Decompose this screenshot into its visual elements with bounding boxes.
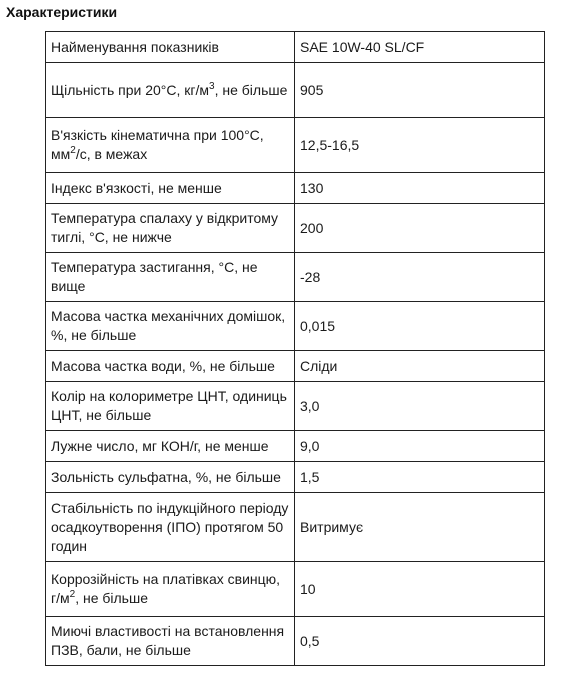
table-header-row — [46, 32, 545, 63]
param-name-suffix: , не більше — [75, 590, 148, 606]
superscript: 2 — [70, 145, 76, 156]
table-row — [46, 431, 545, 462]
specifications-table — [45, 31, 545, 666]
param-value-cell: 10 — [295, 562, 545, 617]
table-row — [46, 462, 545, 493]
param-value-cell: -28 — [295, 253, 545, 302]
table-row — [46, 382, 545, 431]
table-row — [46, 118, 545, 173]
table-row — [46, 253, 545, 302]
param-value-cell: Сліди — [295, 351, 545, 382]
param-value-cell: 12,5-16,5 — [295, 118, 545, 173]
table-row — [46, 617, 545, 666]
param-name-cell: Миючі властивості на встановлення ПЗВ, бали, не більше — [46, 617, 295, 666]
header-value-cell: SAE 10W-40 SL/CF — [295, 32, 545, 63]
param-name-suffix: , не більше — [214, 81, 288, 98]
param-value-cell: 3,0 — [295, 382, 545, 431]
param-name-cell: Зольність сульфатна, %, не більше — [46, 462, 295, 493]
param-name-suffix: /с, в межах — [75, 146, 148, 162]
param-name-text: В'язкість кінематична при 100°С, мм — [51, 127, 264, 162]
table-row — [46, 63, 545, 118]
param-value-cell: 905 — [295, 63, 545, 118]
param-name-cell: Колір на колориметре ЦНТ, одиниць ЦНТ, не більше — [46, 382, 295, 431]
table-row — [46, 493, 545, 562]
param-value-cell: Витримує — [295, 493, 545, 562]
param-name-cell — [46, 63, 295, 118]
param-name-cell: Лужне число, мг КОН/г, не менше — [46, 431, 295, 462]
param-value-cell: 0,015 — [295, 302, 545, 351]
section-heading: Характеристики — [6, 4, 118, 20]
param-name-cell: Масова частка води, %, не більше — [46, 351, 295, 382]
param-value-cell: 0,5 — [295, 617, 545, 666]
superscript: 2 — [69, 589, 76, 600]
param-name-cell — [46, 118, 295, 173]
param-value-cell: 9,0 — [295, 431, 545, 462]
table-row — [46, 562, 545, 617]
header-name-cell: Найменування показників — [46, 32, 295, 63]
param-name-cell: Індекс в'язкості, не менше — [46, 173, 295, 204]
table-row — [46, 204, 545, 253]
param-name-cell: Стабільність по індукційного періоду осадкоутворення (ІПО) протягом 50 годин — [46, 493, 295, 562]
param-name-cell: Температура спалаху у відкритому тиглі, °С, не нижче — [46, 204, 295, 253]
table-row — [46, 351, 545, 382]
superscript: 3 — [209, 80, 215, 92]
table-row — [46, 173, 545, 204]
table-row — [46, 302, 545, 351]
param-name-cell — [46, 562, 295, 617]
param-value-cell: 1,5 — [295, 462, 545, 493]
param-value-cell: 200 — [295, 204, 545, 253]
param-name-text: Коррозійність на платівках свинцю, г/м — [51, 571, 281, 606]
param-name-cell: Температура застигання, °С, не вище — [46, 253, 295, 302]
param-value-cell: 130 — [295, 173, 545, 204]
param-name-cell: Масова частка механічних домішок, %, не більше — [46, 302, 295, 351]
param-name-text: Щільність при 20°С, кг/м — [51, 81, 210, 98]
